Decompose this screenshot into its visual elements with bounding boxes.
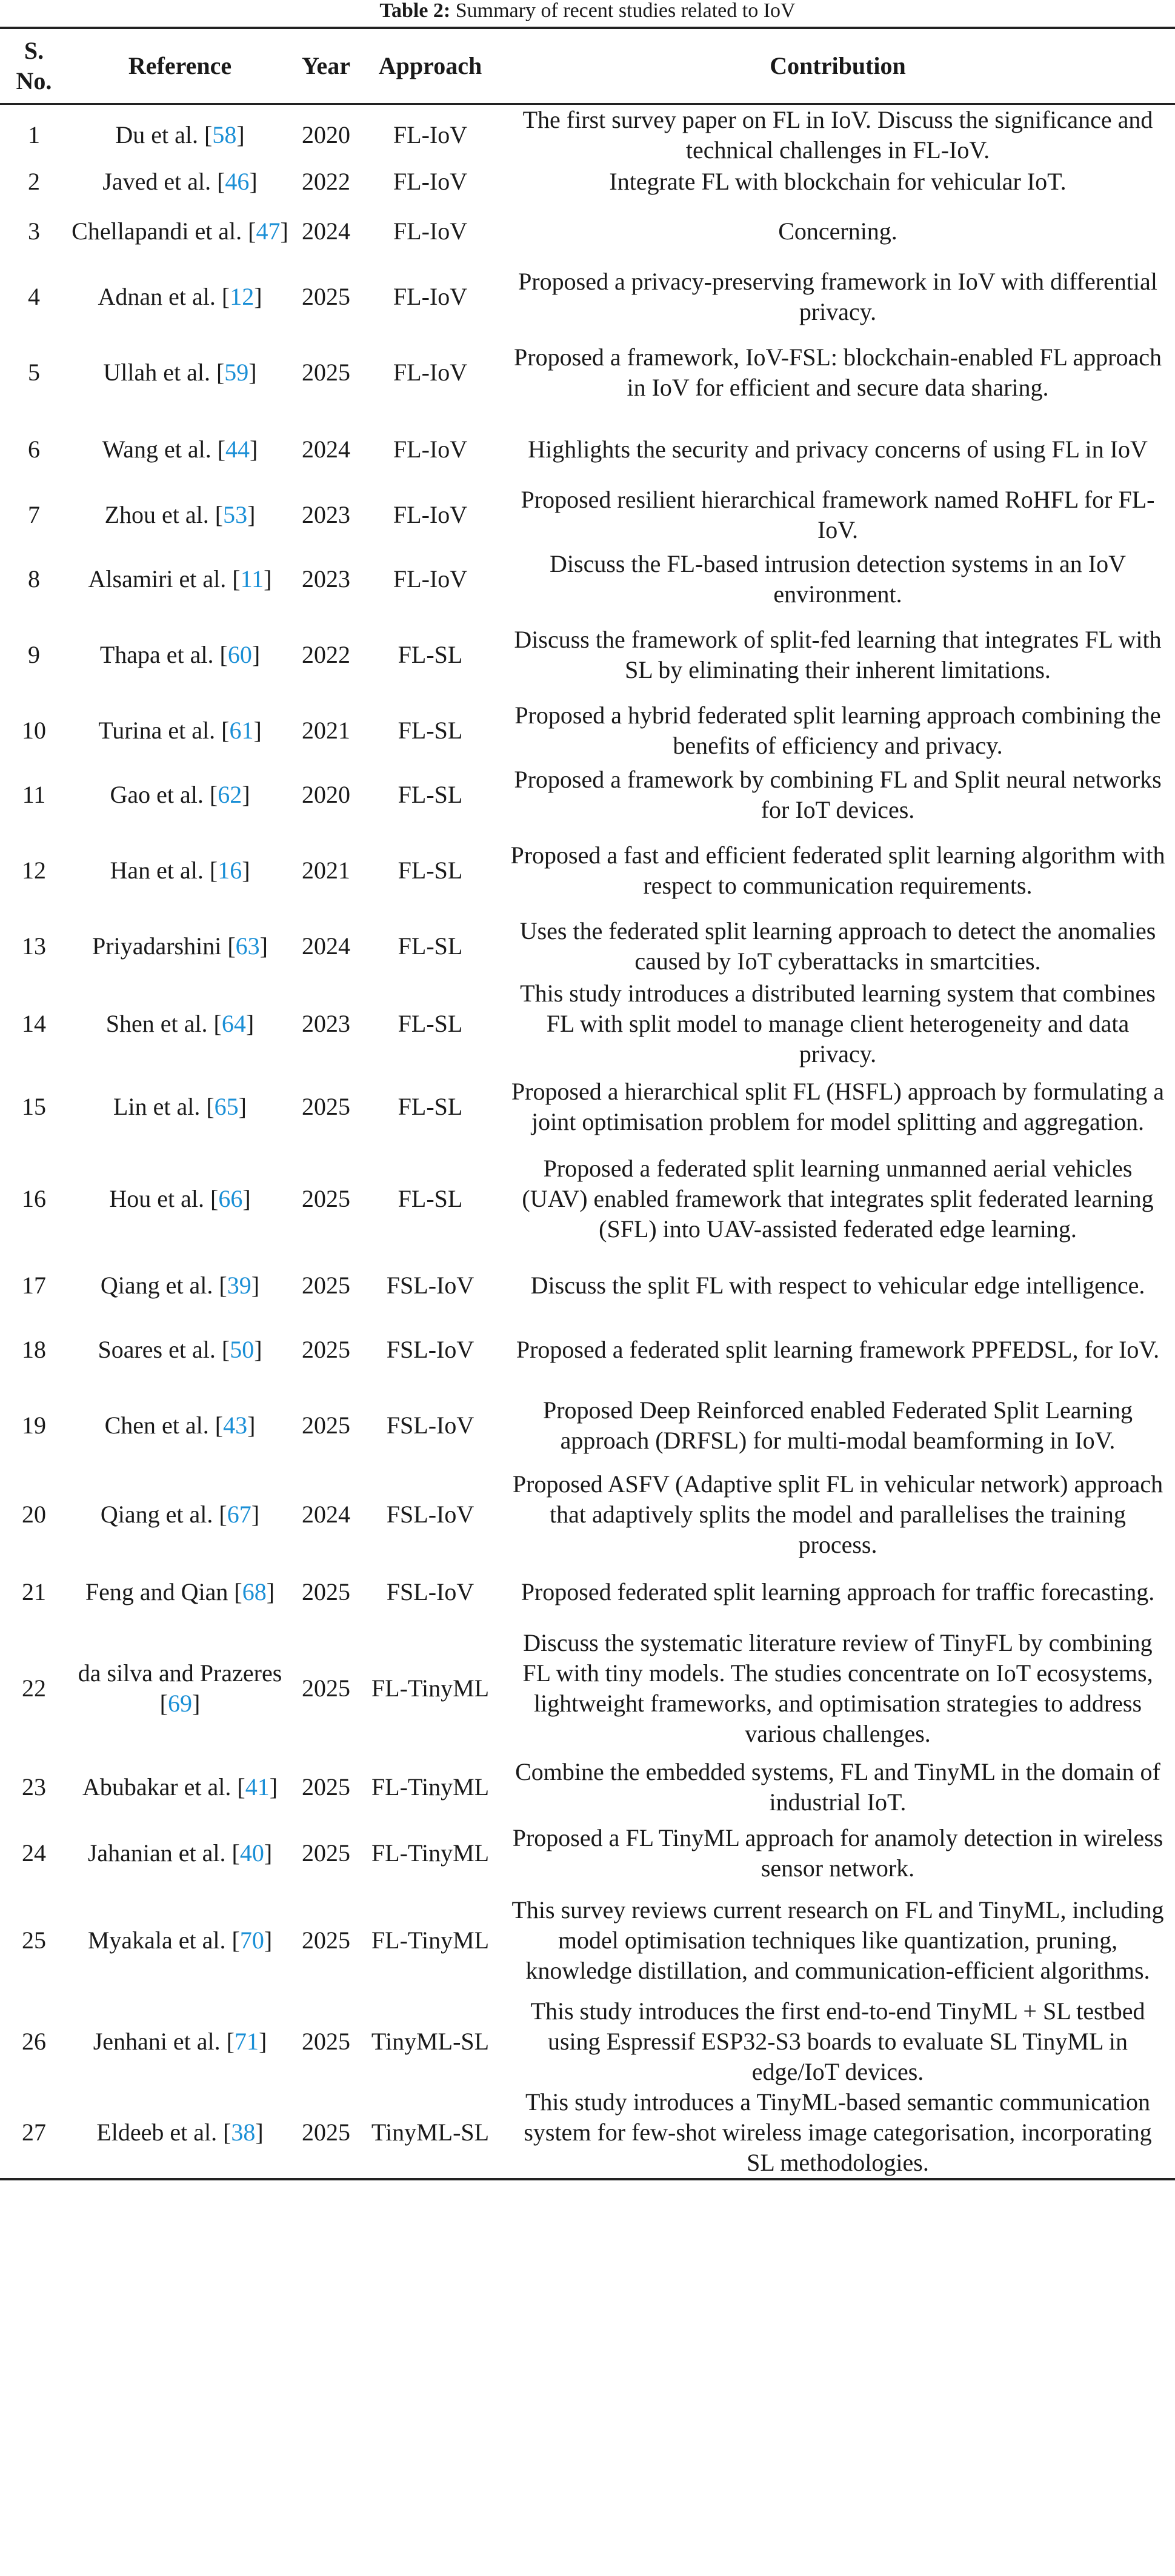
cell-reference	[68, 329, 292, 416]
cell-contribution: Proposed a hybrid federated split learning approach combining the benefits of efficiency and privacy.	[514, 702, 1161, 759]
table-row	[0, 1069, 1175, 1144]
cell-reference	[68, 547, 292, 611]
cell-reference	[68, 1069, 292, 1144]
reference-bracket-close: ]	[192, 1690, 201, 1717]
reference-bracket-close: ]	[280, 217, 288, 245]
citation-link[interactable]: 50	[230, 1336, 255, 1363]
cell-serial-number: 18	[22, 1336, 46, 1363]
citation-link[interactable]: 43	[223, 1412, 248, 1439]
reference-authors: Myakala et al. [	[87, 1927, 240, 1954]
reference-authors: Han et al. [	[110, 857, 218, 884]
cell-approach: FL-TinyML	[371, 1839, 490, 1867]
table-header	[0, 28, 1175, 104]
citation-link[interactable]: 71	[234, 2028, 259, 2055]
cell-reference	[68, 1253, 292, 1318]
table-row	[0, 165, 1175, 198]
citation-link[interactable]: 60	[227, 641, 252, 668]
table-row	[0, 1624, 1175, 1753]
citation-link[interactable]: 63	[235, 932, 260, 960]
cell-serial-number: 12	[22, 857, 46, 884]
studies-table	[0, 27, 1175, 2180]
cell-contribution: This study introduces a TinyML-based semantic communication system for few-shot wireless image categorisation, incorporating SL methodologies.	[501, 2087, 1175, 2179]
cell-approach: FSL-IoV	[386, 1501, 474, 1528]
reference-bracket-close: ]	[251, 1501, 260, 1528]
cell-approach: FL-SL	[398, 717, 463, 744]
reference-bracket-close: ]	[251, 641, 261, 668]
cell-reference	[68, 763, 292, 827]
citation-link[interactable]: 59	[224, 359, 249, 386]
table-row	[0, 699, 1175, 763]
cell-year: 2021	[302, 717, 350, 744]
cell-serial-number: 26	[22, 2028, 46, 2055]
cell-year: 2025	[292, 2087, 360, 2179]
cell-reference	[68, 699, 292, 763]
cell-serial-number: 3	[28, 217, 40, 245]
reference-bracket-close: ]	[242, 857, 250, 884]
cell-contribution: Proposed a framework, IoV-FSL: blockchain-enabled FL approach in IoV for efficient and secure data sharing.	[514, 344, 1162, 401]
cell-approach: FL-IoV	[393, 359, 468, 386]
reference-bracket-close: ]	[259, 932, 268, 960]
cell-approach: FSL-IoV	[386, 1412, 474, 1439]
cell-serial-number: 17	[22, 1272, 46, 1299]
table-row	[0, 827, 1175, 914]
citation-link[interactable]: 69	[168, 1690, 192, 1717]
reference-authors: Abubakar et al. [	[82, 1773, 245, 1801]
cell-serial-number: 25	[22, 1927, 46, 1954]
cell-reference	[68, 827, 292, 914]
cell-year: 2024	[302, 217, 350, 245]
table-row	[0, 1469, 1175, 1560]
cell-approach: FSL-IoV	[386, 1272, 474, 1299]
cell-serial-number: 27	[0, 2087, 68, 2179]
cell-contribution: Proposed Deep Reinforced enabled Federated Split Learning approach (DRFSL) for multi-modal beamforming in IoV.	[542, 1396, 1133, 1454]
cell-contribution: This survey reviews current research on FL and TinyML, including model optimisation techniques like quantization, pruning, knowledge distillation, and communication-efficient algorithms.	[511, 1896, 1164, 1984]
cell-approach: FL-SL	[398, 781, 463, 808]
table-caption-text: Summary of recent studies related to IoV	[450, 0, 796, 22]
citation-link[interactable]: 39	[227, 1272, 251, 1299]
cell-serial-number: 11	[22, 781, 46, 808]
table-row	[0, 265, 1175, 329]
citation-link[interactable]: 12	[230, 283, 255, 310]
reference-authors: Qiang et al. [	[100, 1501, 227, 1528]
reference-authors: Qiang et al. [	[100, 1272, 227, 1299]
cell-year: 2022	[302, 641, 350, 668]
cell-approach: TinyML-SL	[360, 2087, 501, 2179]
cell-approach: FL-IoV	[393, 436, 468, 463]
cell-contribution: Concerning.	[778, 217, 897, 245]
cell-year: 2023	[302, 1010, 350, 1037]
cell-year: 2025	[302, 2028, 350, 2055]
table-row	[0, 104, 1175, 166]
citation-link[interactable]: 53	[223, 501, 248, 528]
cell-approach: FL-SL	[398, 857, 463, 884]
cell-contribution: Highlights the security and privacy concerns of using FL in IoV	[528, 436, 1148, 463]
cell-contribution: Integrate FL with blockchain for vehicular IoT.	[609, 168, 1067, 195]
cell-reference	[68, 265, 292, 329]
reference-bracket-close: ]	[254, 283, 262, 310]
reference-authors: Priyadarshini [	[92, 932, 236, 960]
table-row	[0, 1885, 1175, 1996]
cell-contribution: Discuss the split FL with respect to vehicular edge intelligence.	[530, 1272, 1145, 1299]
cell-contribution: Uses the federated split learning approach to detect the anomalies caused by IoT cyberattacks in smartcities.	[519, 917, 1156, 975]
citation-link[interactable]: 67	[227, 1501, 251, 1528]
citation-link[interactable]: 11	[240, 565, 264, 593]
citation-link[interactable]: 38	[231, 2119, 256, 2146]
cell-reference	[68, 1382, 292, 1469]
table-row	[0, 1382, 1175, 1469]
cell-year: 2025	[302, 1927, 350, 1954]
citation-link[interactable]: 46	[225, 168, 250, 195]
reference-authors: Hou et al. [	[109, 1185, 219, 1212]
cell-serial-number: 7	[28, 501, 40, 528]
table-row	[0, 1144, 1175, 1253]
cell-serial-number: 5	[28, 359, 40, 386]
reference-bracket-close: ]	[236, 121, 245, 148]
cell-year: 2025	[302, 1093, 350, 1120]
reference-authors: Zhou et al. [	[104, 501, 224, 528]
header-year: Year	[292, 28, 360, 104]
cell-approach: FL-IoV	[393, 283, 468, 310]
cell-serial-number: 6	[28, 436, 40, 463]
cell-contribution: Proposed a federated split learning framework PPFEDSL, for IoV.	[516, 1336, 1160, 1363]
cell-approach: FL-IoV	[393, 121, 468, 148]
cell-approach: FL-SL	[398, 1093, 463, 1120]
reference-authors: Eldeeb et al. [	[96, 2119, 231, 2146]
table-row	[0, 1822, 1175, 1885]
reference-authors: Chellapandi et al. [	[72, 217, 256, 245]
cell-year: 2025	[302, 1185, 350, 1212]
reference-bracket-close: ]	[250, 436, 258, 463]
cell-year: 2025	[302, 1675, 350, 1702]
cell-reference	[68, 483, 292, 547]
reference-bracket-close: ]	[264, 1927, 273, 1954]
cell-serial-number: 22	[22, 1675, 46, 1702]
reference-bracket-close: ]	[258, 2028, 267, 2055]
cell-contribution: Discuss the FL-based intrusion detection systems in an IoV environment.	[550, 550, 1126, 608]
reference-authors: Jenhani et al. [	[93, 2028, 235, 2055]
reference-bracket-close: ]	[248, 359, 257, 386]
header-row	[0, 28, 1175, 104]
cell-year: 2020	[302, 121, 350, 148]
cell-approach: FL-TinyML	[371, 1675, 490, 1702]
cell-year: 2022	[302, 168, 350, 195]
citation-link[interactable]: 64	[221, 1010, 246, 1037]
reference-bracket-close: ]	[251, 1272, 260, 1299]
table-row	[0, 329, 1175, 416]
cell-reference	[68, 1624, 292, 1753]
cell-contribution: Proposed a fast and efficient federated split learning algorithm with respect to communication requirements.	[510, 842, 1165, 899]
citation-link[interactable]: 62	[218, 781, 242, 808]
cell-serial-number: 4	[28, 283, 40, 310]
reference-authors: Chen et al. [	[104, 1412, 224, 1439]
cell-serial-number: 15	[22, 1093, 46, 1120]
cell-contribution: Proposed a privacy-preserving framework in IoV with differential privacy.	[518, 268, 1157, 325]
cell-contribution: The first survey paper on FL in IoV. Discuss the significance and technical challenges in FL-IoV.	[522, 106, 1153, 164]
cell-serial-number: 9	[28, 641, 40, 668]
cell-reference	[68, 611, 292, 699]
cell-contribution: Proposed a framework by combining FL and Split neural networks for IoT devices.	[514, 766, 1162, 823]
reference-authors: Ullah et al. [	[103, 359, 225, 386]
citation-link[interactable]: 47	[256, 217, 281, 245]
table-row	[0, 1753, 1175, 1822]
table-row	[0, 1560, 1175, 1624]
cell-approach: FL-SL	[398, 641, 463, 668]
reference-authors: Alsamiri et al. [	[88, 565, 241, 593]
cell-year: 2023	[302, 501, 350, 528]
cell-contribution: This study introduces the first end-to-end TinyML + SL testbed using Espressif ESP32-S3 boards to evaluate SL TinyML in edge/IoT devices.	[530, 1997, 1145, 2085]
cell-contribution: Proposed resilient hierarchical framework named RoHFL for FL-IoV.	[521, 486, 1155, 543]
table-row	[0, 416, 1175, 483]
citation-link[interactable]: 66	[218, 1185, 243, 1212]
reference-authors: da silva and Prazeres [	[78, 1659, 282, 1717]
cell-serial-number: 14	[22, 1010, 46, 1037]
cell-contribution: This study introduces a distributed learning system that combines FL with split model to manage client heterogeneity and data privacy.	[520, 980, 1156, 1067]
cell-reference	[68, 165, 292, 198]
cell-approach: FSL-IoV	[386, 1578, 474, 1605]
cell-serial-number: 20	[22, 1501, 46, 1528]
reference-bracket-close: ]	[266, 1578, 275, 1605]
cell-contribution: Proposed a federated split learning unmanned aerial vehicles (UAV) enabled framework that integrates split federated learning (SFL) into UAV-assisted federated edge learning.	[522, 1155, 1154, 1243]
cell-year: 2025	[302, 1578, 350, 1605]
reference-bracket-close: ]	[255, 2119, 264, 2146]
cell-approach: FL-TinyML	[371, 1927, 490, 1954]
reference-authors: Gao et al. [	[110, 781, 218, 808]
reference-authors: Thapa et al. [	[99, 641, 228, 668]
reference-bracket-close: ]	[242, 1185, 251, 1212]
cell-serial-number: 1	[28, 121, 40, 148]
cell-reference	[68, 198, 292, 265]
cell-contribution: Proposed ASFV (Adaptive split FL in vehicular network) approach that adaptively splits the model and parallelises the training process.	[512, 1470, 1163, 1558]
cell-reference	[68, 1885, 292, 1996]
cell-year: 2021	[302, 857, 350, 884]
reference-bracket-close: ]	[242, 781, 250, 808]
table-row	[0, 1318, 1175, 1382]
cell-approach: FL-TinyML	[371, 1773, 490, 1801]
cell-serial-number: 10	[22, 717, 46, 744]
reference-bracket-close: ]	[247, 501, 256, 528]
header-contribution: Contribution	[501, 28, 1175, 104]
header-reference: Reference	[68, 28, 292, 104]
cell-contribution: Proposed federated split learning approach for traffic forecasting.	[521, 1578, 1155, 1605]
table-row	[0, 198, 1175, 265]
citation-link[interactable]: 41	[245, 1773, 270, 1801]
cell-reference	[68, 1996, 292, 2087]
reference-bracket-close: ]	[254, 1336, 262, 1363]
reference-bracket-close: ]	[247, 1412, 256, 1439]
reference-bracket-close: ]	[245, 1010, 255, 1037]
cell-year: 2024	[302, 1501, 350, 1528]
reference-bracket-close: ]	[253, 717, 262, 744]
cell-reference	[68, 416, 292, 483]
reference-authors: Jahanian et al. [	[87, 1839, 240, 1867]
cell-serial-number: 23	[22, 1773, 46, 1801]
cell-reference	[68, 978, 292, 1069]
citation-link[interactable]: 58	[212, 121, 237, 148]
reference-authors: Adnan et al. [	[98, 283, 230, 310]
cell-year: 2025	[302, 1773, 350, 1801]
cell-contribution: Proposed a hierarchical split FL (HSFL) approach by formulating a joint optimisation problem for model splitting and aggregation.	[511, 1078, 1165, 1135]
cell-year: 2024	[302, 436, 350, 463]
cell-approach: FSL-IoV	[386, 1336, 474, 1363]
cell-reference	[68, 1560, 292, 1624]
cell-reference	[68, 2087, 292, 2179]
cell-year: 2025	[302, 283, 350, 310]
table-row	[0, 611, 1175, 699]
table-row	[0, 914, 1175, 978]
table-row	[0, 483, 1175, 547]
cell-contribution: Discuss the framework of split-fed learning that integrates FL with SL by eliminating their inherent limitations.	[514, 626, 1162, 683]
cell-reference	[68, 1753, 292, 1822]
cell-year: 2024	[302, 932, 350, 960]
reference-bracket-close: ]	[264, 1839, 273, 1867]
reference-authors: Wang et al. [	[102, 436, 226, 463]
cell-approach: FL-IoV	[393, 565, 468, 593]
table-row	[0, 1253, 1175, 1318]
header-serial-number: S. No.	[0, 28, 68, 104]
cell-year: 2025	[302, 1272, 350, 1299]
reference-bracket-close: ]	[264, 565, 272, 593]
citation-link[interactable]: 68	[242, 1578, 267, 1605]
cell-contribution: Combine the embedded systems, FL and TinyML in the domain of industrial IoT.	[515, 1758, 1160, 1816]
reference-authors: Javed et al. [	[102, 168, 225, 195]
cell-approach: TinyML-SL	[371, 2028, 490, 2055]
cell-serial-number: 2	[28, 168, 40, 195]
citation-link[interactable]: 44	[225, 436, 250, 463]
citation-link[interactable]: 16	[218, 857, 242, 884]
reference-authors: Lin et al. [	[113, 1093, 215, 1120]
cell-serial-number: 13	[22, 932, 46, 960]
table-caption-label: Table 2:	[379, 0, 451, 22]
cell-year: 2025	[302, 1412, 350, 1439]
cell-year: 2025	[302, 1336, 350, 1363]
cell-approach: FL-SL	[398, 932, 463, 960]
reference-authors: Du et al. [	[115, 121, 213, 148]
cell-approach: FL-SL	[398, 1010, 463, 1037]
reference-authors: Soares et al. [	[98, 1336, 230, 1363]
cell-year: 2020	[302, 781, 350, 808]
cell-approach: FL-IoV	[393, 501, 468, 528]
table-row	[0, 2087, 1175, 2179]
cell-contribution: Proposed a FL TinyML approach for anamoly detection in wireless sensor network.	[512, 1824, 1163, 1882]
cell-approach: FL-IoV	[393, 168, 468, 195]
reference-authors: Feng and Qian [	[85, 1578, 242, 1605]
cell-year: 2023	[302, 565, 350, 593]
cell-serial-number: 16	[22, 1185, 46, 1212]
cell-reference	[68, 1822, 292, 1885]
cell-year: 2025	[302, 1839, 350, 1867]
table-row	[0, 547, 1175, 611]
table-body	[0, 104, 1175, 2180]
cell-approach: FL-SL	[398, 1185, 463, 1212]
cell-contribution: Discuss the systematic literature review of TinyFL by combining FL with tiny models. The studies concentrate on IoT ecosystems, lightweight frameworks, and optimisation strategies to address various challenges.	[522, 1629, 1153, 1747]
citation-link[interactable]: 70	[239, 1927, 264, 1954]
cell-reference	[68, 1144, 292, 1253]
cell-reference	[68, 1469, 292, 1560]
table-caption	[0, 0, 1175, 24]
cell-reference	[68, 1318, 292, 1382]
cell-year: 2025	[302, 359, 350, 386]
reference-bracket-close: ]	[269, 1773, 278, 1801]
reference-authors: Turina et al. [	[98, 717, 230, 744]
cell-reference	[68, 914, 292, 978]
table-row	[0, 763, 1175, 827]
reference-bracket-close: ]	[238, 1093, 247, 1120]
cell-reference	[68, 104, 292, 166]
cell-serial-number: 19	[22, 1412, 46, 1439]
citation-link[interactable]: 40	[239, 1839, 264, 1867]
cell-serial-number: 8	[28, 565, 40, 593]
cell-approach: FL-IoV	[393, 217, 468, 245]
cell-serial-number: 21	[22, 1578, 46, 1605]
table-row	[0, 978, 1175, 1069]
table-row	[0, 1996, 1175, 2087]
reference-bracket-close: ]	[249, 168, 258, 195]
citation-link[interactable]: 65	[214, 1093, 239, 1120]
reference-authors: Shen et al. [	[105, 1010, 222, 1037]
cell-serial-number: 24	[22, 1839, 46, 1867]
header-approach: Approach	[360, 28, 501, 104]
citation-link[interactable]: 61	[229, 717, 254, 744]
